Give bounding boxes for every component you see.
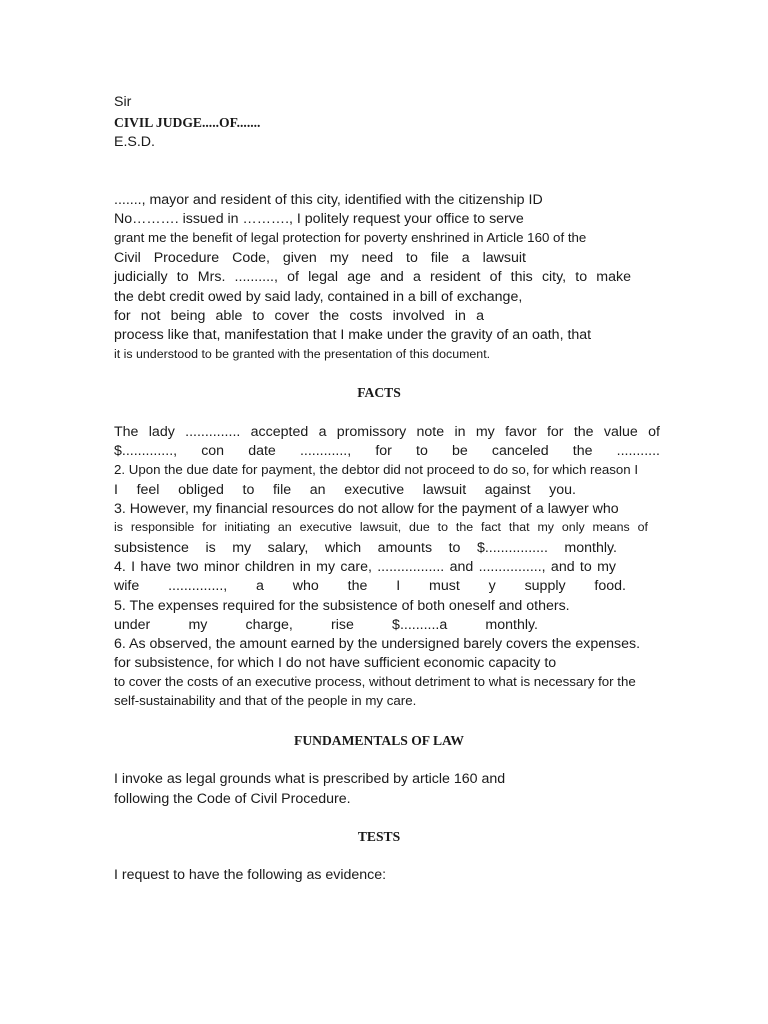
facts-line: 2. Upon the due date for payment, the debtor did not proceed to do so, for which reason I — [114, 462, 639, 477]
facts-line: for subsistence, for which I do not have sufficient economic capacity to — [114, 655, 557, 671]
facts-line: $............., con date ............, for to be canceled the ........... — [114, 443, 660, 459]
facts-heading: FACTS — [357, 385, 401, 400]
intro-line: ......., mayor and resident of this city, identified with the citizenship ID — [114, 192, 543, 208]
facts-line: 6. As observed, the amount earned by the undersigned barely covers the expenses. — [114, 636, 641, 652]
tests-heading: TESTS — [357, 829, 401, 844]
facts-line: 5. The expenses required for the subsistence of both oneself and others. — [114, 598, 570, 614]
intro-line: the debt credit owed by said lady, contained in a bill of exchange, — [114, 289, 523, 305]
facts-line: 3. However, my financial resources do not allow for the payment of a lawyer who — [114, 501, 619, 517]
fundamentals-heading: FUNDAMENTALS OF LAW — [294, 733, 464, 748]
facts-line: to cover the costs of an executive process, without detriment to what is necessary for the — [114, 674, 636, 689]
facts-line: 4. I have two minor children in my care, ................. and ................, and to my — [114, 559, 616, 575]
facts-line: I feel obliged to file an executive lawsuit against you. — [114, 482, 576, 498]
facts-line: self-sustainability and that of the people in my care. — [114, 693, 417, 708]
tests-line: I request to have the following as evidence: — [114, 867, 387, 883]
intro-line: judicially to Mrs. .........., of legal age and a resident of this city, to make — [114, 269, 631, 285]
addressee: CIVIL JUDGE.....OF....... — [114, 115, 261, 130]
facts-line: wife .............., a who the I must y supply food. — [114, 578, 626, 594]
salutation: Sir — [114, 94, 132, 110]
facts-line: subsistence is my salary, which amounts to $................ monthly. — [114, 540, 617, 556]
intro-line: No………. issued in ………., I politely request your office to serve — [114, 211, 524, 227]
intro-line: for not being able to cover the costs involved in a — [114, 308, 484, 324]
fundamentals-line: following the Code of Civil Procedure. — [114, 791, 351, 807]
fundamentals-line: I invoke as legal grounds what is prescribed by article 160 and — [114, 771, 506, 787]
facts-line: The lady .............. accepted a promissory note in my favor for the value of — [114, 424, 660, 440]
intro-line: grant me the benefit of legal protection for poverty enshrined in Article 160 of the — [114, 230, 587, 245]
facts-line: under my charge, rise $..........a monthly. — [114, 617, 538, 633]
intro-line: process like that, manifestation that I make under the gravity of an oath, that — [114, 327, 592, 343]
intro-line: Civil Procedure Code, given my need to file a lawsuit — [114, 250, 526, 266]
esd-line: E.S.D. — [114, 134, 155, 150]
intro-line: it is understood to be granted with the presentation of this document. — [114, 347, 491, 361]
facts-line: is responsible for initiating an executive lawsuit, due to the fact that my only means of — [114, 520, 648, 534]
